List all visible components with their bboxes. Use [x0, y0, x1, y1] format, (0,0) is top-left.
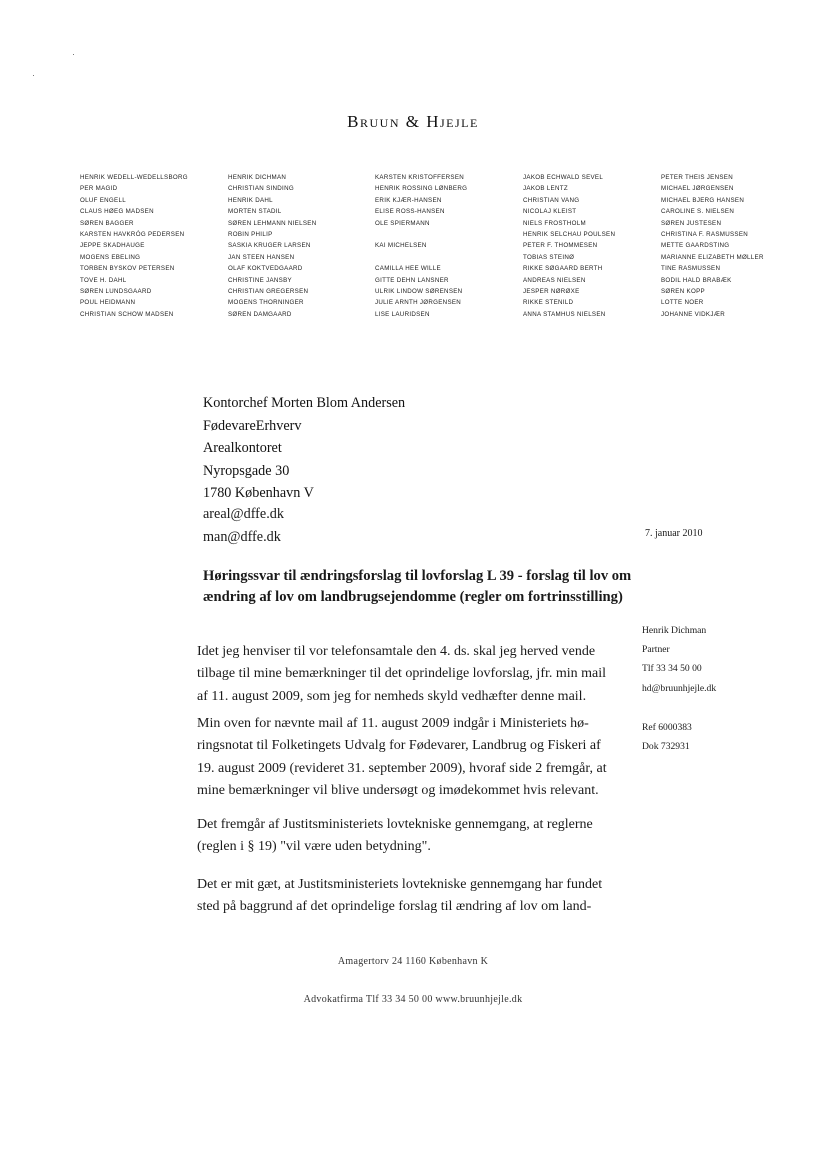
partner-name: NICOLAJ KLEIST: [523, 208, 577, 216]
partner-name: CHRISTIAN VANG: [523, 196, 580, 204]
partner-name: SØREN KOPP: [661, 287, 705, 295]
paragraph-line: sted på baggrund af det oprindelige forslag til ændring af lov om land-: [197, 899, 592, 915]
partner-name: TOBIAS STEINØ: [523, 253, 575, 261]
partner-name: CAROLINE S. NIELSEN: [661, 208, 735, 216]
partner-name: TOVE H. DAHL: [80, 276, 127, 284]
partner-name: MORTEN STADIL: [228, 208, 282, 216]
partner-name: JAN STEEN HANSEN: [228, 253, 295, 261]
partner-name: HENRIK WEDELL-WEDELLSBORG: [80, 174, 188, 181]
recipient-city: 1780 København V: [203, 485, 314, 502]
paragraph-line: 19. august 2009 (revideret 31. september 2009), hvoraf side 2 fremgår, at: [197, 760, 607, 776]
sender-phone: Tlf 33 34 50 00: [642, 663, 702, 674]
partner-name: LOTTE NOER: [661, 299, 704, 307]
partner-name: JOHANNE VIDKJÆR: [661, 310, 725, 318]
partner-name: NIELS FROSTHOLM: [523, 219, 586, 227]
paragraph-line: mine bemærkninger vil blive undersøgt og imødekommet hvis relevant.: [197, 783, 599, 799]
partner-name: ERIK KJÆR-HANSEN: [375, 196, 442, 204]
partner-name: CHRISTINE JANSBY: [228, 276, 292, 284]
paragraph-line: (reglen i § 19) "vil være uden betydning".: [197, 839, 431, 855]
partner-name: KARSTEN HAVKRÓG PEDERSEN: [80, 230, 185, 238]
partner-name: SØREN JUSTESEN: [661, 219, 722, 227]
recipient-address: [203, 392, 405, 505]
paragraph-line: ringsnotat til Folketingets Udvalg for Fødevarer, Landbrug og Fiskeri af: [197, 738, 601, 754]
partner-name: ANDREAS NIELSEN: [523, 276, 586, 284]
partner-name: CHRISTIAN SCHOW MADSEN: [80, 310, 174, 318]
partner-name: SØREN BAGGER: [80, 219, 134, 227]
partner-name: LISE LAURIDSEN: [375, 310, 430, 318]
recipient-department: Arealkontoret: [203, 440, 282, 457]
recipient-email: areal@dffe.dk: [203, 506, 284, 522]
paragraph-line: Idet jeg henviser til vor telefonsamtale den 4. ds. skal jeg herved vende: [197, 644, 596, 659]
body-paragraph-3: [197, 814, 629, 859]
partner-name: SASKIA KRUGER LARSEN: [228, 242, 311, 250]
partner-name: ANNA STAMHUS NIELSEN: [523, 310, 606, 318]
partner-name: CHRISTIAN SINDING: [228, 185, 294, 193]
partner-name: SØREN LUNDSGAARD: [80, 287, 152, 295]
partner-name: [375, 252, 467, 263]
partner-name: OLUF ENGELL: [80, 196, 126, 204]
partner-name: CHRISTIAN GREGERSEN: [228, 287, 309, 295]
partner-name: HENRIK SELCHAU POULSEN: [523, 230, 616, 238]
paragraph-line: Det fremgår af Justitsministeriets lovtekniske gennemgang, at reglerne: [197, 817, 593, 832]
letter-date: 7. januar 2010: [645, 528, 703, 539]
partner-name: MOGENS EBELING: [80, 253, 141, 261]
partner-name: TORBEN BYSKOV PETERSEN: [80, 265, 175, 273]
partner-name: PER MAGID: [80, 185, 118, 193]
partner-column-2: [228, 172, 316, 320]
partner-name: KARSTEN KRISTOFFERSEN: [375, 174, 465, 181]
recipient-name: Kontorchef Morten Blom Andersen: [203, 395, 406, 411]
firm-logo: Bruun & Hjejle: [347, 112, 479, 131]
partner-name: JEPPE SKADHAUGE: [80, 242, 145, 250]
footer-contact: Advokatfirma Tlf 33 34 50 00 www.bruunhjejle.dk: [303, 994, 523, 1005]
footer-address: Amagertorv 24 1160 København K: [337, 956, 489, 967]
partner-name: RIKKE SØGAARD BERTH: [523, 265, 603, 273]
recipient-email: man@dffe.dk: [203, 528, 281, 545]
partner-name: JAKOB LENTZ: [523, 185, 568, 193]
partner-name: JAKOB ECHWALD SEVEL: [523, 174, 604, 181]
partner-column-3: [375, 172, 467, 320]
partner-name: ROBIN PHILIP: [228, 230, 273, 238]
partner-name: CHRISTINA F. RASMUSSEN: [661, 230, 749, 238]
partner-name: SØREN DAMGAARD: [228, 310, 292, 318]
partner-name: METTE GAARDSTING: [661, 242, 730, 250]
scan-speck: [33, 75, 34, 76]
partner-name: ELISE ROSS-HANSEN: [375, 208, 445, 216]
partner-name: OLE SPIERMANN: [375, 219, 430, 227]
partner-name: SØREN LEHMANN NIELSEN: [228, 219, 317, 227]
partner-name: PETER F. THOMMESEN: [523, 242, 598, 250]
partner-name: BODIL HALD BRABÆK: [661, 276, 732, 284]
paragraph-line: Min oven for nævnte mail af 11. august 2009 indgår i Ministeriets hø-: [197, 716, 589, 731]
partner-name: RIKKE STENILD: [523, 299, 574, 307]
partner-name: PETER THEIS JENSEN: [661, 174, 733, 181]
paragraph-line: af 11. august 2009, som jeg for nemheds skyld vedhæfter denne mail.: [197, 688, 587, 704]
recipient-street: Nyropsgade 30: [203, 462, 290, 479]
partner-name: OLAF KOKTVEDGAARD: [228, 265, 303, 273]
reference-number: Ref 6000383: [642, 722, 692, 733]
partner-name: MICHAEL BJERG HANSEN: [661, 196, 745, 204]
document-number: Dok 732931: [642, 741, 690, 752]
partner-column-4: [523, 172, 615, 320]
body-paragraph-2: [197, 713, 629, 803]
paragraph-line: Det er mit gæt, at Justitsministeriets lovtekniske gennemgang har fundet: [197, 877, 603, 892]
partner-name: [375, 229, 467, 240]
body-paragraph-1: [197, 641, 629, 708]
partner-column-1: [80, 172, 188, 320]
letter-subject: Høringssvar til ændringsforslag til lovforslag L 39 - forslag til lov om ændring af lov om landbrugsejendomme (regler om fortrinsstilling): [203, 568, 632, 605]
partner-name: JESPER NØRØXE: [523, 287, 580, 295]
scan-speck: [73, 54, 74, 55]
partner-column-5: [661, 172, 764, 320]
partner-name: CAMILLA HEE WILLE: [375, 265, 441, 273]
partner-name: MARIANNE ELIZABETH MØLLER: [661, 253, 764, 261]
sender-email: hd@bruunhjejle.dk: [642, 683, 717, 694]
partner-name: MICHAEL JØRGENSEN: [661, 185, 734, 193]
paragraph-line: tilbage til mine bemærkninger til det oprindelige lovforslag, jfr. min mail: [197, 666, 607, 682]
partner-name: GITTE DEHN LANSNER: [375, 276, 449, 284]
partner-name: JULIE ARNTH JØRGENSEN: [375, 299, 462, 307]
body-paragraph-4: [197, 874, 629, 919]
recipient-emails: [203, 503, 284, 548]
recipient-organization: FødevareErhverv: [203, 417, 302, 434]
partner-name: TINE RASMUSSEN: [661, 265, 721, 273]
partner-name: HENRIK ROSSING LØNBERG: [375, 185, 468, 193]
partner-name: POUL HEIDMANN: [80, 299, 136, 307]
partner-name: MOGENS THORNINGER: [228, 299, 304, 307]
partner-name: CLAUS HØEG MADSEN: [80, 208, 154, 216]
sender-name: Henrik Dichman: [642, 625, 707, 636]
partner-name: ULRIK LINDOW SØRENSEN: [375, 287, 463, 295]
partner-name: HENRIK DICHMAN: [228, 174, 287, 181]
partner-name: KAI MICHELSEN: [375, 242, 427, 250]
sender-title: Partner: [642, 644, 670, 655]
partner-name: HENRIK DAHL: [228, 196, 273, 204]
